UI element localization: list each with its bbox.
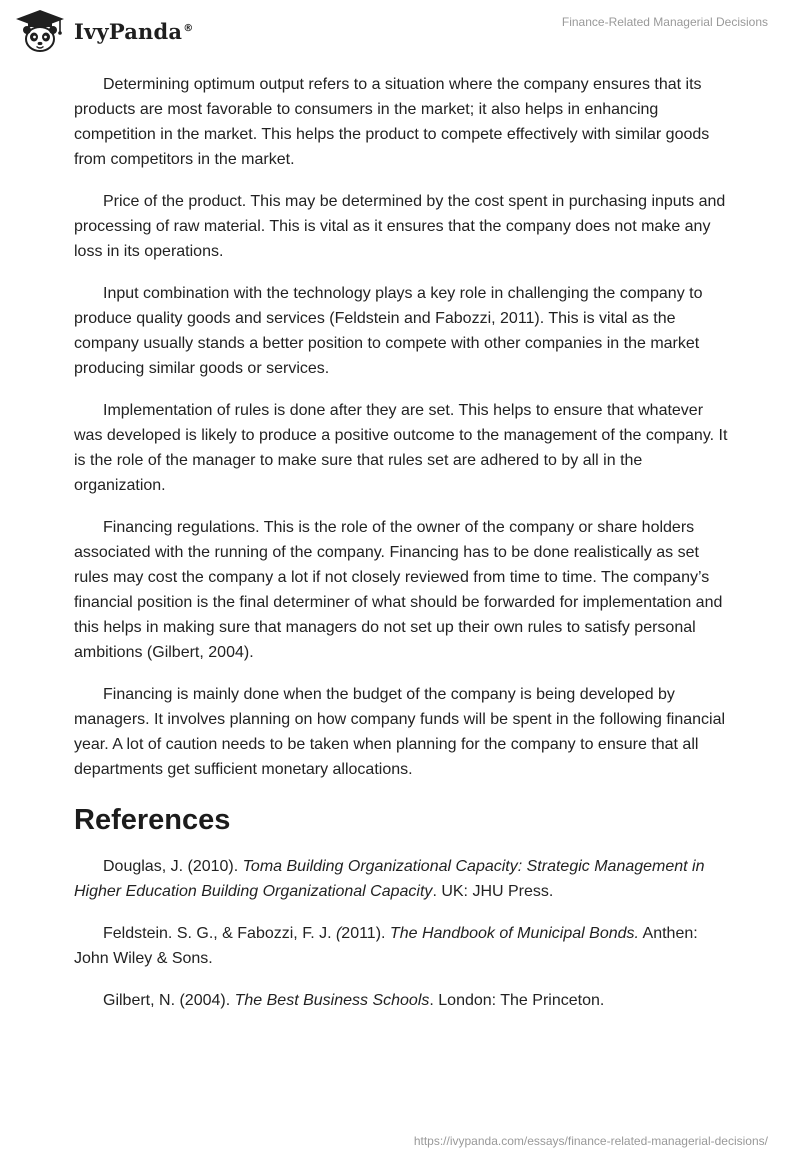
reference-paren: ( [335,925,342,942]
paragraph-price: Price of the product. This may be determined by the cost spent in purchasing inputs and processing of raw material. This is vital as it ensures that the company does not make any loss in its operations. [74,193,726,260]
reference-douglas [74,854,734,904]
source-url[interactable]: https://ivypanda.com/essays/finance-related-managerial-decisions/ [413,1134,768,1148]
paragraph-implementation: Implementation of rules is done after they are set. This helps to ensure that whatever was developed is likely to produce a positive outcome to the management of the company. It is the role of the manager to make sure that rules set are adhered to by all in the organization. [74,402,728,494]
reference-title: The Handbook of Municipal Bonds. [389,925,639,942]
reference-title: The Best Business Schools [234,992,430,1009]
reference-publisher: Anthen: John Wiley & Sons. [74,925,698,967]
paragraph-financing-regulations: Financing regulations. This is the role of the owner of the company or share holders associated with the running of the company. Financing has to be done realistically as set rules may cost the company a lot if not closely reviewed from time to time. The company’s financial position is the final determiner of what should be forwarded for implementation and this helps in making sure that managers do not set up their own rules to satisfy personal ambitions (Gilbert, 2004). [74,519,723,661]
paragraph-optimum-output: Determining optimum output refers to a situation where the company ensures that its products are most favorable to consumers in the market; it also helps in enhancing competition in the market. This helps the product to compete effectively with similar goods from competitors in the market. [74,76,710,168]
panda-graduate-icon [14,8,66,54]
reference-gilbert [74,988,734,1013]
reference-author: Douglas, J. (2010). [103,858,243,875]
references-heading: References [74,804,231,836]
registered-mark: ® [183,22,194,34]
page-header [0,0,800,62]
running-title: Finance-Related Managerial Decisions [561,15,768,29]
reference-author: Gilbert, N. (2004). [103,992,235,1009]
reference-title: Toma Building Organizational Capacity: Strategic Management in Higher Education Building Organizational Capacity [74,858,705,900]
essay-body [74,72,734,1030]
brand-name: IvyPanda® [74,18,194,44]
paragraph-input-combination: Input combination with the technology plays a key role in challenging the company to produce quality goods and services (Feldstein and Fabozzi, 2011). This is vital as the company usually stands a better position to compete with other companies in the market producing similar goods or services. [74,285,703,377]
reference-author: Feldstein. S. G., & Fabozzi, F. J. [103,925,336,942]
reference-feldstein [74,921,734,971]
brand-logo[interactable] [14,8,193,54]
reference-publisher: . UK: JHU Press. [432,883,554,900]
reference-year: 2011). [341,925,390,942]
paragraph-financing-budget: Financing is mainly done when the budget of the company is being developed by managers. It involves planning on how company funds will be spent in the following financial year. A lot of caution needs to be taken when planning for the company to ensure that all departments get sufficient monetary allocations. [74,686,726,778]
reference-publisher: . London: The Princeton. [429,992,605,1009]
